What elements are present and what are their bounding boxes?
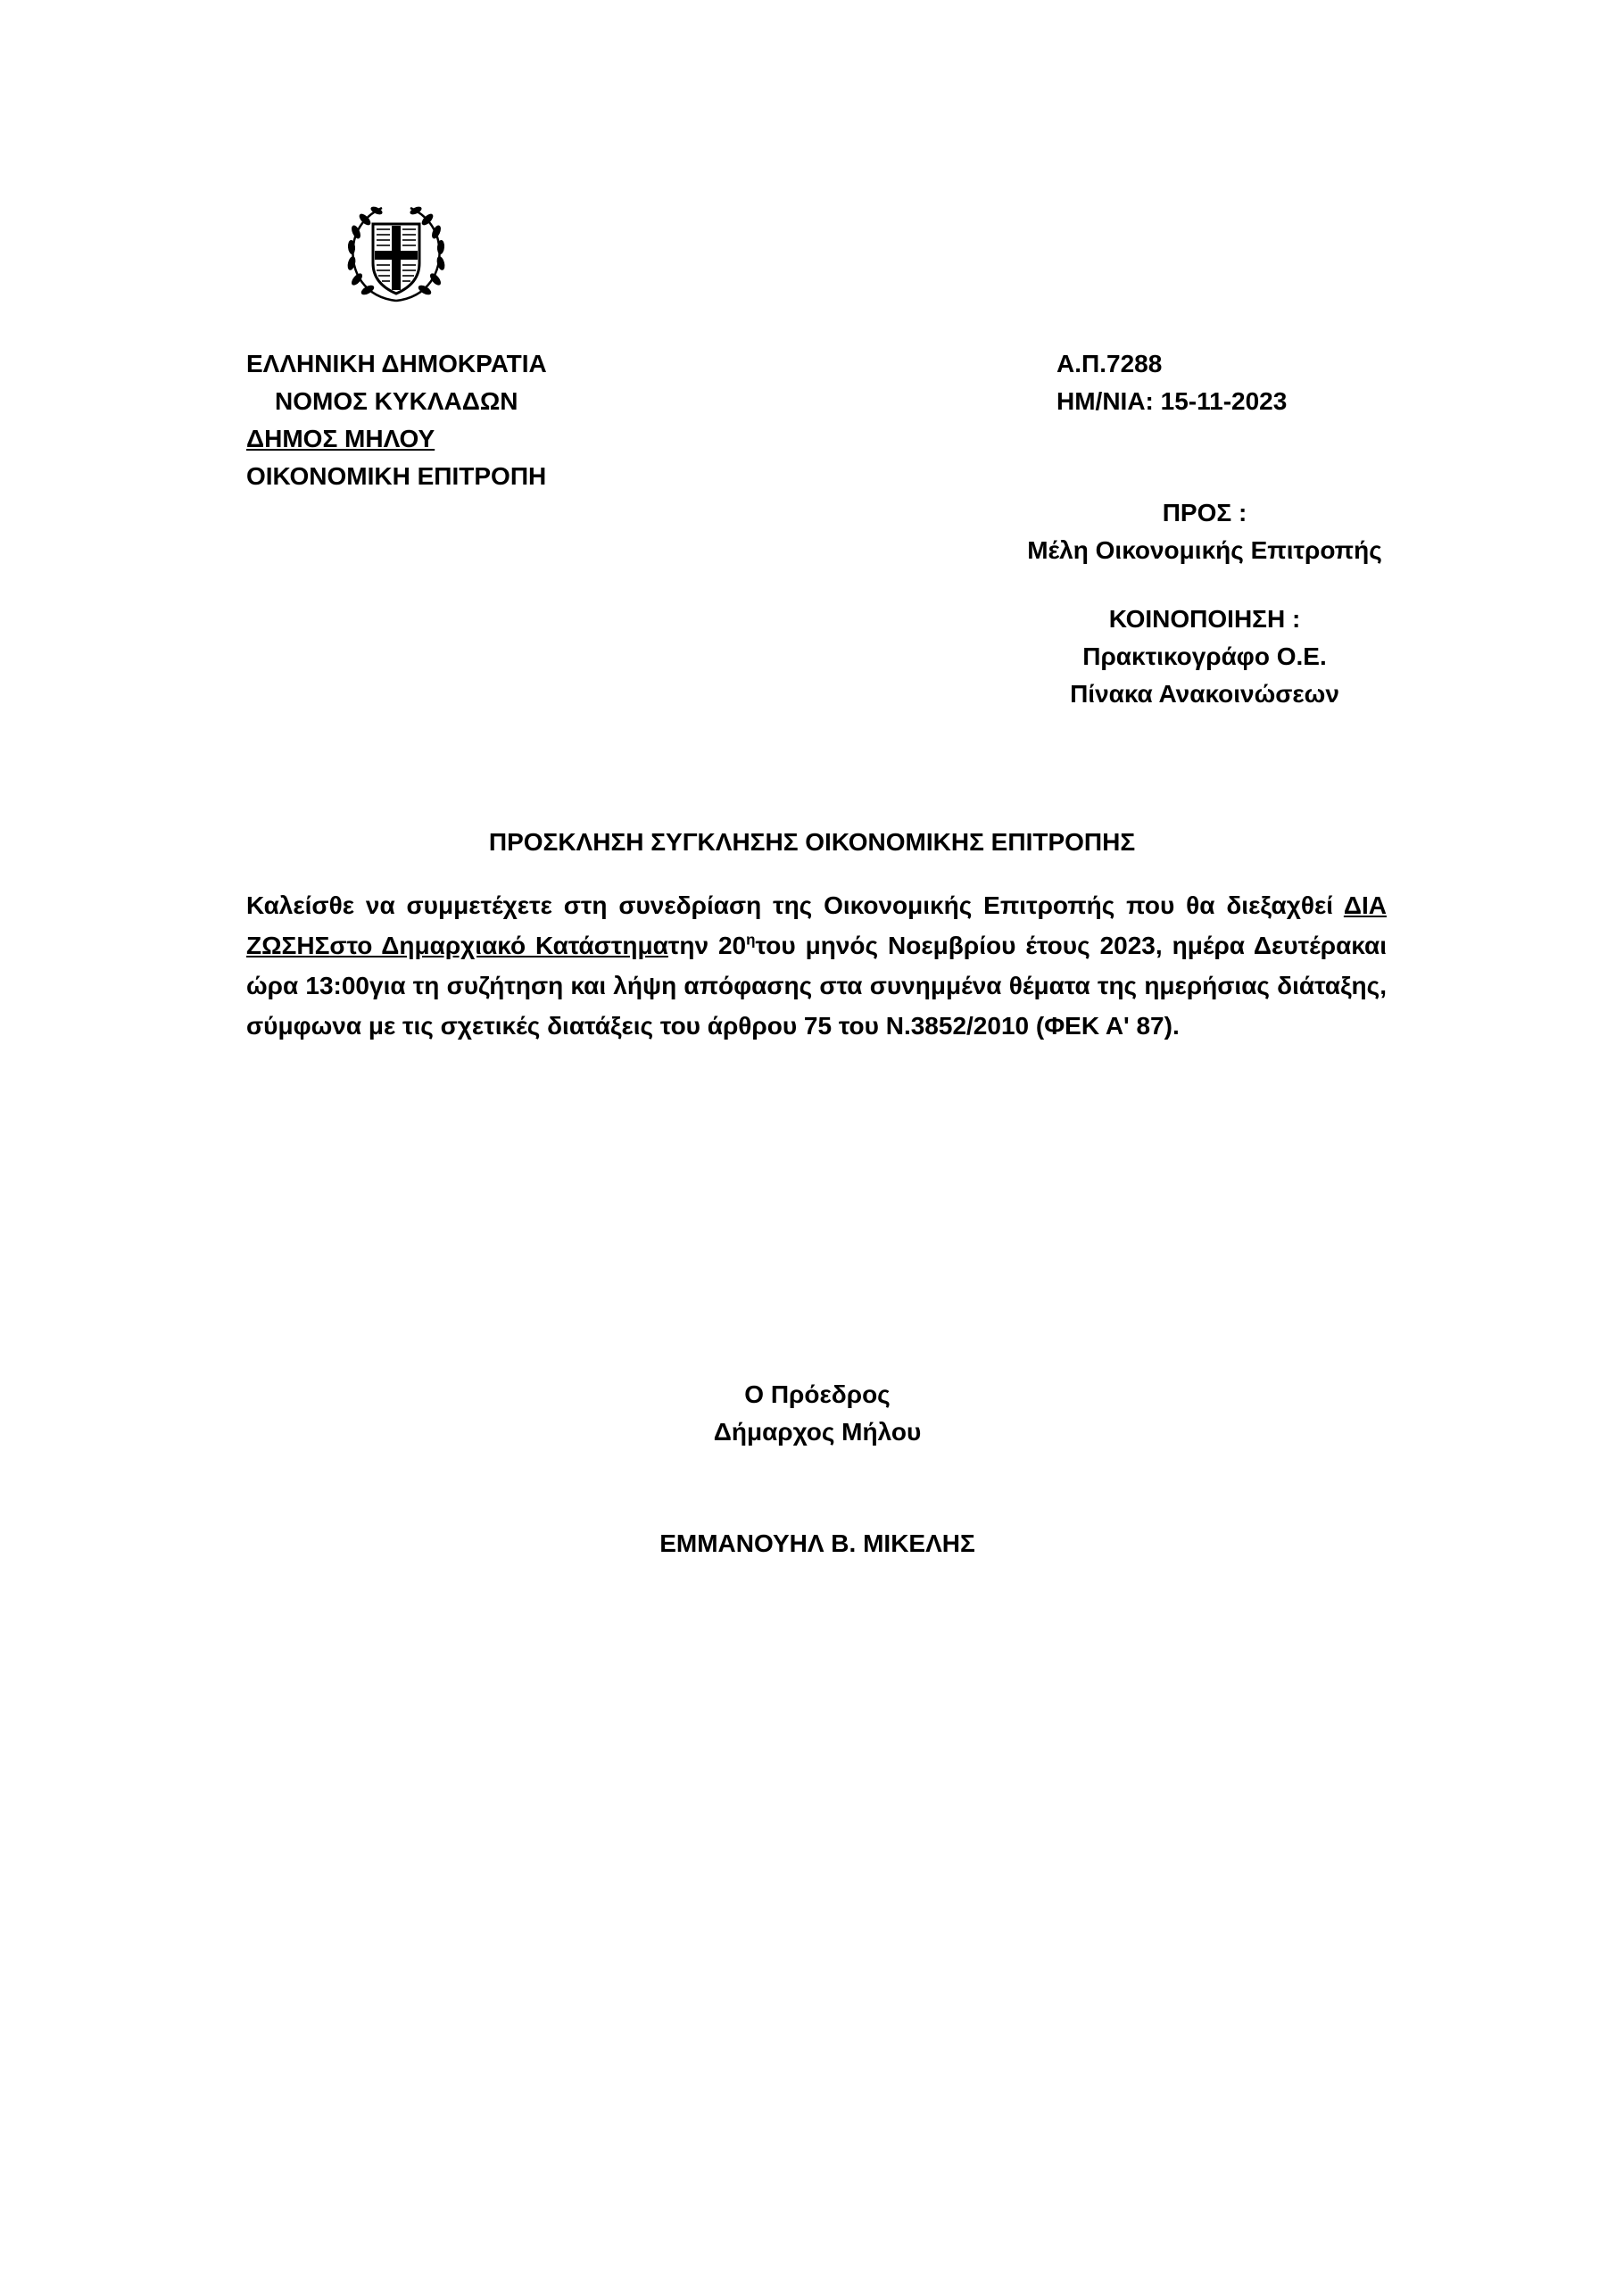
header-prefecture: ΝΟΜΟΣ ΚΥΚΛΑΔΩΝ xyxy=(275,387,518,415)
document-date: ΗΜ/ΝΙΑ: 15-11-2023 xyxy=(1056,387,1288,415)
header-country: ΕΛΛΗΝΙΚΗ ΔΗΜΟΚΡΑΤΙΑ xyxy=(246,350,547,377)
cc-line-1: Πρακτικογράφο Ο.Ε. xyxy=(1082,642,1327,670)
to-label: ΠΡΟΣ : xyxy=(1162,499,1247,526)
body-text-part-2: την 20 xyxy=(667,932,747,959)
meeting-mode: ΔΙΑ ΖΩΣΗΣ xyxy=(246,891,1387,959)
meeting-location: στο Δημαρχιακό Κατάστημα xyxy=(329,932,668,959)
cc-label: ΚΟΙΝΟΠΟΙΗΣΗ : xyxy=(1108,605,1301,633)
body-text-part-1: Καλείσθε να συμμετέχετε στη συνεδρίαση της Οικονομικής Επιτροπής που θα διεξαχθεί xyxy=(246,891,1344,919)
signature-name: ΕΜΜΑΝΟΥΗΛ Β. ΜΙΚΕΛΗΣ xyxy=(659,1529,975,1557)
document-title: ΠΡΟΣΚΛΗΣΗ ΣΥΓΚΛΗΣΗΣ ΟΙΚΟΝΟΜΙΚΗΣ ΕΠΙΤΡΟΠΗΣ xyxy=(488,828,1136,856)
header-committee: ΟΙΚΟΝΟΜΙΚΗ ΕΠΙΤΡΟΠΗ xyxy=(246,462,547,490)
body-paragraph xyxy=(246,885,1387,1046)
cc-line-2: Πίνακα Ανακοινώσεων xyxy=(1070,680,1339,708)
signature-office: Δήμαρχος Μήλου xyxy=(713,1418,922,1446)
ordinal-superscript: η xyxy=(746,931,756,949)
greek-coat-of-arms-icon xyxy=(343,201,450,310)
to-value: Μέλη Οικονομικής Επιτροπής xyxy=(1027,536,1382,564)
protocol-number: Α.Π.7288 xyxy=(1056,350,1163,377)
header-municipality: ΔΗΜΟΣ ΜΗΛΟΥ xyxy=(246,425,435,452)
body-text-part-3: του μηνός Νοεμβρίου έτους 2023, ημέρα Δευτέρακαι ώρα 13:00για τη συζήτηση και λήψη απόφασης στα συνημμένα θέματα της ημερήσιας διάταξης, σύμφωνα με τις σχετικές διατάξεις του άρθρου 75 του Ν.3852/2010 (ΦΕΚ Α' 87). xyxy=(246,932,1387,1040)
signature-role: Ο Πρόεδρος xyxy=(744,1380,891,1408)
